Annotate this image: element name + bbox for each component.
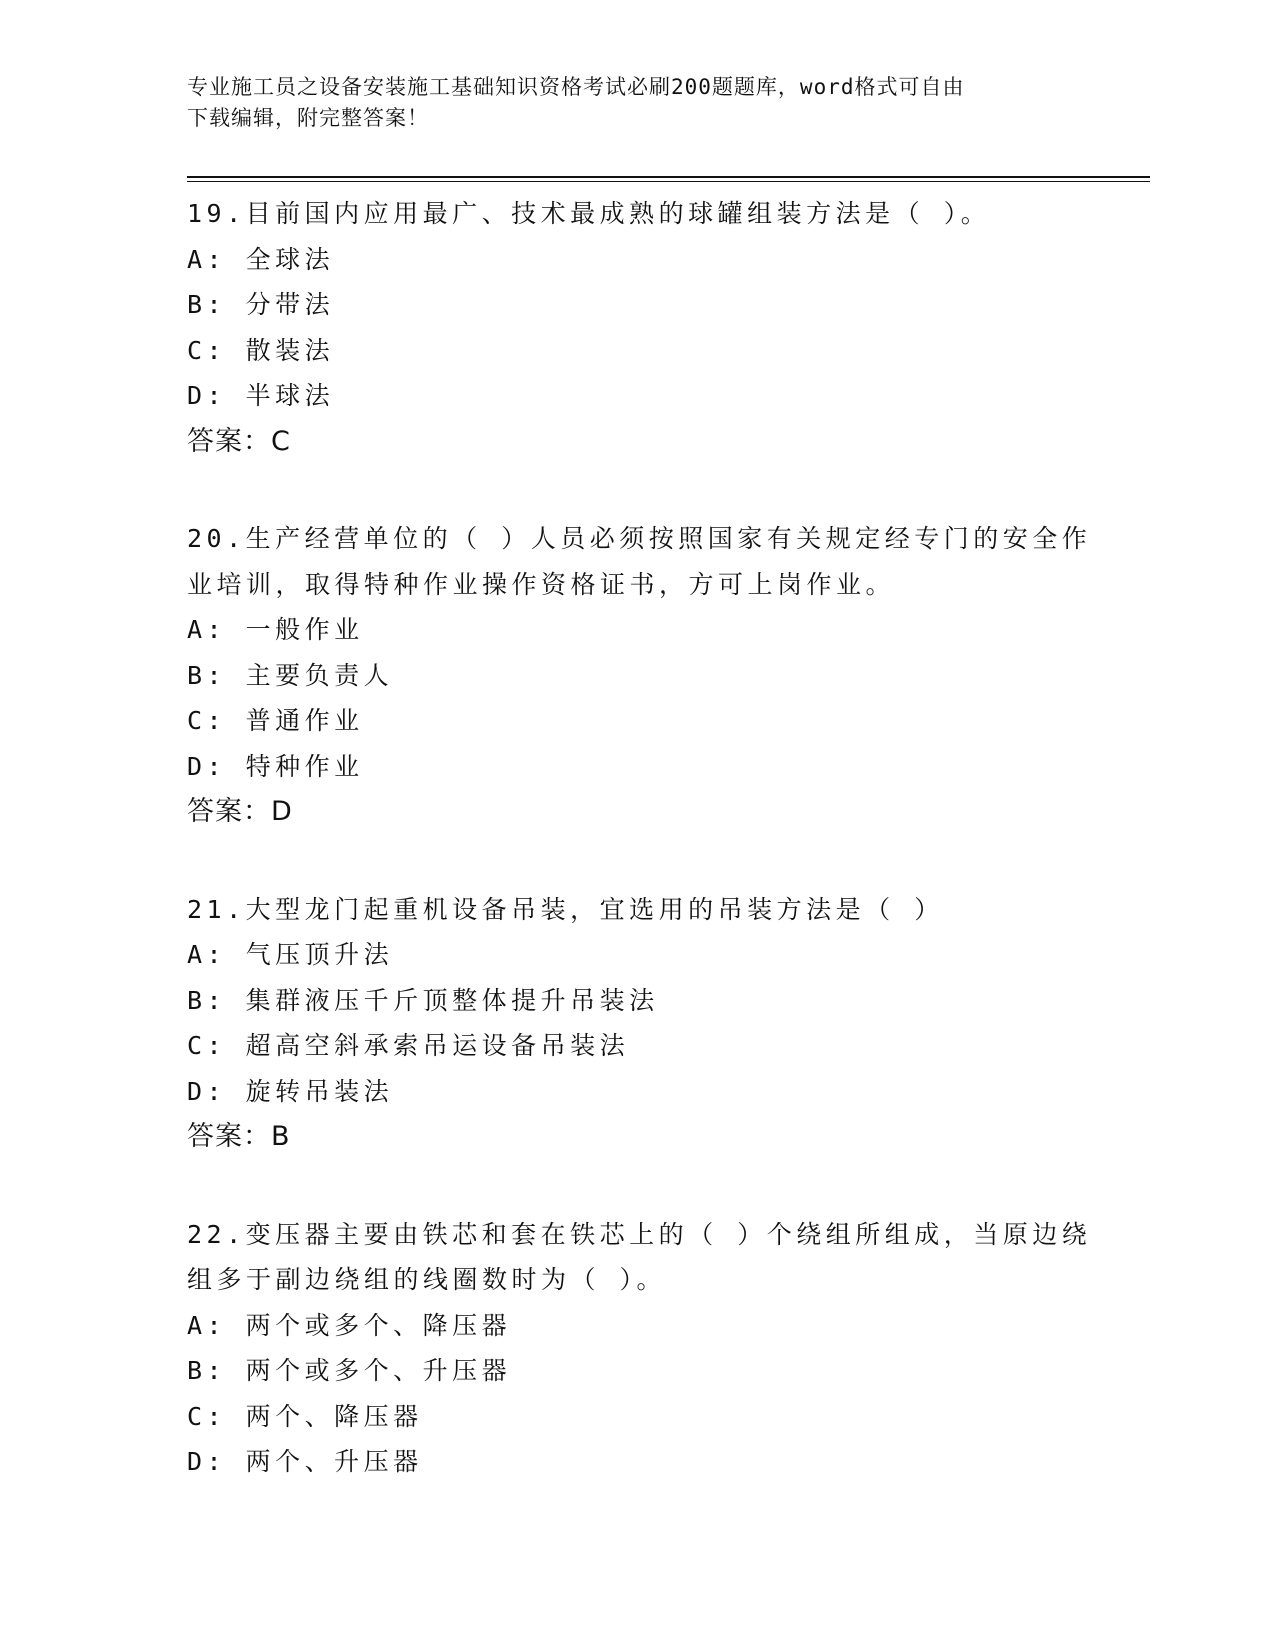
header-line-1: 专业施工员之设备安装施工基础知识资格考试必刷200题题库，word格式可自由 <box>187 75 965 99</box>
question-text-continued: 组多于副边绕组的线圈数时为（ ）。 <box>187 1265 667 1294</box>
option-b: B: 主要负责人 <box>187 660 394 690</box>
option-d: D: 旋转吊装法 <box>187 1076 394 1106</box>
question-text: 20.生产经营单位的（ ）人员必须按照国家有关规定经专门的安全作 <box>187 524 1092 553</box>
option-c: C: 两个、降压器 <box>187 1401 423 1431</box>
option-d: D: 半球法 <box>187 381 335 410</box>
answer: 答案：B <box>187 1121 291 1152</box>
document-header <box>187 72 1067 134</box>
question-21 <box>187 887 1087 1160</box>
option-a: A: 气压顶升法 <box>187 940 394 969</box>
question-text: 19.目前国内应用最广、技术最成熟的球罐组装方法是（ ）。 <box>187 199 991 228</box>
option-a: A: 全球法 <box>187 244 335 274</box>
question-text-continued: 业培训，取得特种作业操作资格证书，方可上岗作业。 <box>187 569 896 599</box>
option-d: D: 特种作业 <box>187 751 364 781</box>
question-list <box>187 191 1092 1537</box>
option-c: C: 普通作业 <box>187 706 364 735</box>
option-b: B: 分带法 <box>187 290 335 319</box>
option-c: C: 散装法 <box>187 335 335 365</box>
answer: 答案：C <box>187 425 291 457</box>
option-b: B: 两个或多个、升压器 <box>187 1356 512 1385</box>
option-b: B: 集群液压千斤顶整体提升吊装法 <box>187 985 659 1015</box>
option-d: D: 两个、升压器 <box>187 1447 423 1476</box>
header-divider-thin <box>187 181 1150 182</box>
option-c: C: 超高空斜承索吊运设备吊装法 <box>187 1031 630 1060</box>
header-line-2: 下载编辑，附完整答案！ <box>187 106 429 130</box>
option-a: A: 两个或多个、降压器 <box>187 1310 512 1340</box>
question-text: 22.变压器主要由铁芯和套在铁芯上的（ ）个绕组所组成，当原边绕 <box>187 1219 1092 1249</box>
question-20 <box>187 516 1092 835</box>
question-text: 21.大型龙门起重机设备吊装，宜选用的吊装方法是（ ） <box>187 894 944 924</box>
question-19 <box>187 191 1087 464</box>
answer: 答案：D <box>187 796 293 827</box>
header-divider-thick <box>187 176 1150 178</box>
question-22 <box>187 1212 1092 1485</box>
option-a: A: 一般作业 <box>187 615 364 644</box>
